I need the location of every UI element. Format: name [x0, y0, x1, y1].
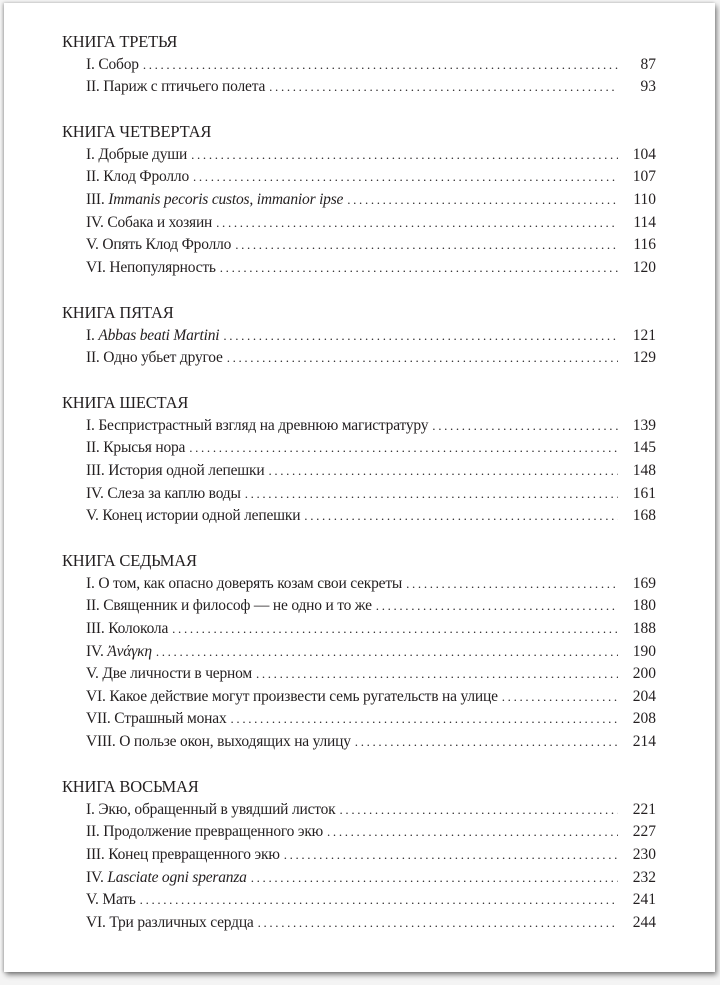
dot-leader	[245, 483, 618, 506]
chapter-title: История одной лепешки	[108, 462, 265, 479]
chapter-title: Опять Клод Фролло	[102, 236, 232, 254]
page-number: 190	[632, 642, 656, 660]
chapter-number: V.	[86, 236, 99, 254]
chapter-number: I.	[86, 55, 95, 73]
chapter-number: VI.	[86, 258, 106, 276]
book-title: КНИГА ВОСЬМАЯ	[62, 777, 199, 797]
toc-entry[interactable]	[62, 731, 656, 754]
chapter-title: Париж с птичьего полета	[103, 78, 266, 96]
chapter-number: VI.	[86, 913, 106, 931]
page-number: 204	[632, 687, 656, 705]
toc-entry[interactable]	[62, 144, 656, 167]
toc-entry[interactable]	[62, 686, 656, 709]
chapter-label	[86, 867, 247, 890]
dot-leader	[235, 234, 618, 257]
chapter-title: Непопулярность	[109, 258, 216, 276]
toc-entry[interactable]	[62, 54, 656, 77]
dot-leader	[216, 212, 618, 235]
dot-leader	[376, 595, 618, 618]
chapter-title: Lasciate ogni speranza	[107, 868, 247, 886]
chapter-title: Две личности в черном	[102, 665, 252, 683]
page-number: 169	[632, 574, 656, 592]
chapter-title: Конец истории одной лепешки	[102, 507, 301, 525]
book-section	[62, 302, 656, 370]
chapter-title: Крысья нора	[103, 439, 186, 457]
page-number: 241	[632, 891, 656, 909]
dot-leader	[347, 189, 618, 212]
chapter-title: Колокола	[108, 620, 169, 638]
toc-entry[interactable]	[62, 257, 656, 280]
chapter-title: Три различных сердца	[109, 913, 254, 931]
chapter-label	[86, 437, 185, 460]
page-number: 104	[632, 145, 656, 163]
chapter-label	[86, 618, 168, 641]
chapter-label	[86, 641, 152, 664]
toc-entry[interactable]	[62, 821, 656, 844]
chapter-number: I.	[86, 416, 95, 434]
page-number: 114	[633, 213, 656, 231]
toc-entry[interactable]	[62, 505, 656, 528]
chapter-title: Собака и хозяин	[107, 213, 213, 231]
toc-entry[interactable]	[62, 867, 656, 890]
toc-entry[interactable]	[62, 708, 656, 731]
toc-entry[interactable]	[62, 799, 656, 822]
chapter-number: IV.	[86, 484, 104, 502]
chapter-number: VI.	[86, 687, 106, 705]
toc-entry[interactable]	[62, 573, 656, 596]
book-section	[62, 31, 656, 99]
book-section	[62, 776, 656, 934]
toc-entry[interactable]	[62, 460, 656, 483]
dot-leader	[193, 166, 618, 189]
chapter-label	[86, 257, 216, 280]
dot-leader	[502, 686, 618, 709]
book-title: КНИГА ПЯТАЯ	[62, 302, 174, 322]
chapter-label	[86, 212, 212, 235]
chapter-number: III.	[86, 845, 105, 863]
chapter-title: О пользе окон, выходящих на улицу	[119, 733, 351, 751]
page-number: 188	[632, 620, 656, 638]
chapter-number: III.	[86, 191, 105, 209]
chapter-number: II.	[86, 823, 100, 841]
chapter-title: Слеза за каплю воды	[107, 484, 241, 502]
dot-leader	[256, 663, 618, 686]
chapter-title: Продолжение превращенного экю	[103, 823, 324, 841]
page-number: 107	[632, 168, 656, 186]
dot-leader	[251, 867, 618, 890]
dot-leader	[227, 347, 618, 370]
chapter-number: III.	[86, 620, 105, 638]
toc-entry[interactable]	[62, 347, 656, 370]
page-number: 180	[632, 597, 656, 615]
page-number: 93	[640, 78, 656, 96]
dot-leader	[172, 618, 618, 641]
page-number: 244	[632, 913, 656, 931]
chapter-number: II.	[86, 439, 100, 457]
chapter-number: I.	[86, 326, 95, 344]
page-number: 145	[632, 439, 656, 457]
chapter-number: II.	[86, 349, 100, 367]
chapter-number: II.	[86, 78, 100, 96]
toc-entry[interactable]	[62, 212, 656, 235]
dot-leader	[231, 708, 618, 731]
chapter-label	[86, 166, 189, 189]
chapter-title: Мать	[102, 891, 136, 909]
chapter-label	[86, 844, 280, 867]
chapter-title: Клод Фролло	[103, 168, 189, 186]
dot-leader	[258, 912, 618, 935]
toc-entry[interactable]	[62, 415, 656, 438]
toc-entry[interactable]	[62, 76, 656, 99]
chapter-title: Добрые души	[98, 145, 188, 163]
chapter-title: Одно убьет другое	[103, 349, 223, 367]
page-number: 168	[632, 507, 656, 525]
chapter-label	[86, 573, 402, 596]
dot-leader	[304, 505, 618, 528]
chapter-title: Конец превращенного экю	[108, 845, 280, 863]
toc-entry[interactable]	[62, 889, 656, 912]
toc-entry[interactable]	[62, 189, 656, 212]
page-number: 110	[633, 191, 656, 209]
dot-leader	[327, 821, 618, 844]
page-number: 221	[632, 800, 656, 818]
page-number: 232	[632, 868, 656, 886]
chapter-label	[86, 189, 343, 212]
chapter-label	[86, 54, 139, 77]
page-number: 200	[632, 665, 656, 683]
dot-leader	[355, 731, 618, 754]
page-number: 230	[632, 845, 656, 863]
chapter-label	[86, 483, 241, 506]
book-title: КНИГА ТРЕТЬЯ	[62, 32, 178, 51]
chapter-number: I.	[86, 800, 95, 818]
dot-leader	[223, 325, 618, 348]
chapter-title: Какое действие могут произвести семь ругательств на улице	[109, 687, 498, 705]
toc-entry[interactable]	[62, 166, 656, 189]
dot-leader	[284, 844, 618, 867]
dot-leader	[268, 460, 618, 483]
toc-entry[interactable]	[62, 641, 656, 664]
chapter-number: I.	[86, 145, 95, 163]
page-number: 139	[632, 416, 656, 434]
chapter-label	[86, 144, 187, 167]
book-section	[62, 392, 656, 528]
chapter-label	[86, 460, 264, 483]
dot-leader	[340, 799, 618, 822]
toc-entry[interactable]	[62, 912, 656, 935]
chapter-number: V.	[86, 665, 99, 683]
page-number: 87	[640, 55, 656, 73]
page-number: 161	[632, 484, 656, 502]
chapter-label	[86, 889, 136, 912]
chapter-number: II.	[86, 597, 100, 615]
chapter-number: IV.	[86, 642, 104, 660]
toc-entry[interactable]	[62, 663, 656, 686]
chapter-title: Беспристрастный взгляд на древнюю магистратуру	[98, 416, 429, 434]
book-title: КНИГА ЧЕТВЕРТАЯ	[62, 122, 212, 142]
page-number: 129	[632, 349, 656, 367]
chapter-title: Страшный монах	[114, 710, 227, 728]
dot-leader	[220, 257, 618, 280]
chapter-label	[86, 912, 254, 935]
chapter-number: IV.	[86, 868, 104, 886]
chapter-label	[86, 821, 323, 844]
chapter-label	[86, 415, 428, 438]
page-number: 148	[632, 462, 656, 479]
chapter-label	[86, 325, 219, 348]
chapter-title: О том, как опасно доверять козам свои секреты	[98, 574, 403, 592]
book-title: КНИГА СЕДЬМАЯ	[62, 551, 197, 571]
chapter-number: V.	[86, 891, 99, 909]
chapter-number: VII.	[86, 710, 111, 728]
page-number: 120	[632, 258, 656, 276]
dot-leader	[140, 889, 618, 912]
chapter-label	[86, 799, 336, 822]
chapter-title: Abbas beati Martini	[98, 326, 220, 344]
dot-leader	[156, 641, 618, 664]
page-number: 121	[632, 326, 656, 344]
book-section	[62, 550, 656, 753]
chapter-label	[86, 708, 227, 731]
toc-entry[interactable]	[62, 618, 656, 641]
dot-leader	[191, 144, 618, 167]
chapter-number: V.	[86, 507, 99, 525]
chapter-number: II.	[86, 168, 100, 186]
chapter-title: Ἀνάγκη	[107, 642, 152, 660]
chapter-label	[86, 663, 252, 686]
toc-entry[interactable]	[62, 234, 656, 257]
page-number: 227	[632, 823, 656, 841]
chapter-label	[86, 505, 300, 528]
table-of-contents	[62, 31, 656, 957]
dot-leader	[432, 415, 618, 438]
chapter-label	[86, 76, 265, 99]
chapter-title: Собор	[98, 55, 139, 73]
dot-leader	[269, 76, 618, 99]
chapter-title: Immanis pecoris custos, immanior ipse	[108, 191, 344, 209]
chapter-number: I.	[86, 574, 95, 592]
chapter-number: III.	[86, 462, 105, 479]
dot-leader	[406, 573, 618, 596]
dot-leader	[143, 54, 618, 77]
page-number: 116	[633, 236, 656, 254]
toc-entry[interactable]	[62, 595, 656, 618]
chapter-title: Священник и философ — не одно и то же	[103, 597, 372, 615]
toc-entry[interactable]	[62, 325, 656, 348]
toc-entry[interactable]	[62, 437, 656, 460]
page-number: 214	[632, 733, 656, 751]
chapter-label	[86, 731, 351, 754]
chapter-label	[86, 347, 223, 370]
book-page	[4, 3, 715, 972]
chapter-number: VIII.	[86, 733, 116, 751]
toc-entry[interactable]	[62, 483, 656, 506]
book-section	[62, 121, 656, 279]
chapter-number: IV.	[86, 213, 104, 231]
chapter-label	[86, 686, 498, 709]
dot-leader	[189, 437, 618, 460]
book-title: КНИГА ШЕСТАЯ	[62, 393, 189, 413]
chapter-label	[86, 234, 231, 257]
chapter-title: Экю, обращенный в увядший листок	[98, 800, 336, 818]
page-number: 208	[632, 710, 656, 728]
toc-entry[interactable]	[62, 844, 656, 867]
chapter-label	[86, 595, 372, 618]
